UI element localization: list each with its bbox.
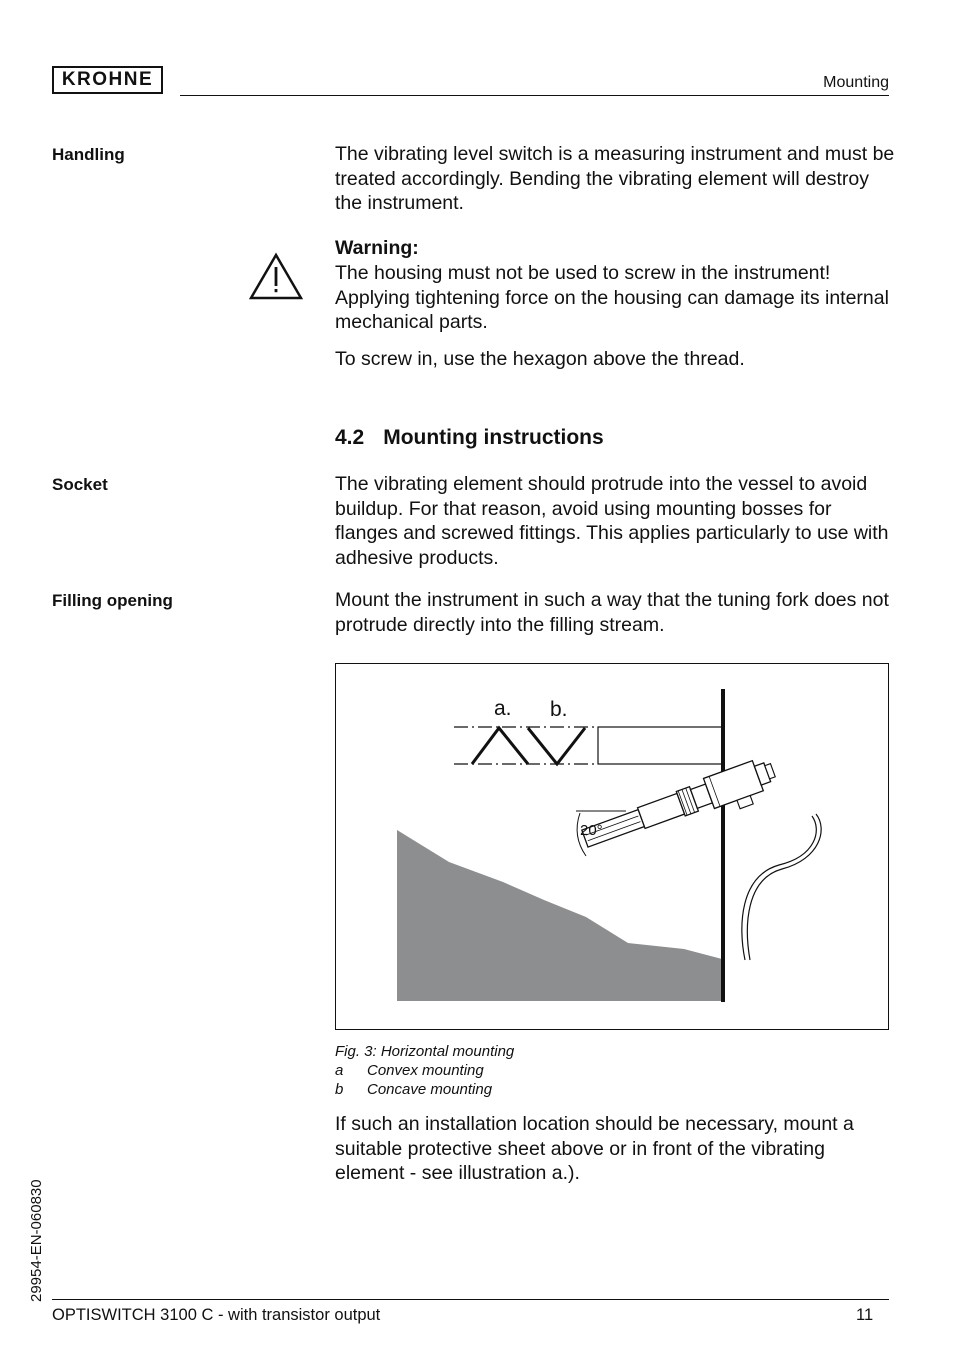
legend-text: Convex mounting [367, 1062, 484, 1079]
figure-label-a: a. [494, 697, 512, 720]
krohne-logo: KROHNE [52, 66, 163, 94]
figure-horizontal-mounting [335, 663, 889, 1030]
caption-legend-item [335, 1061, 484, 1080]
warning-triangle-icon [249, 252, 303, 300]
figure-label-b: b. [550, 698, 568, 721]
footer-title: OPTISWITCH 3100 C - with transistor output [52, 1306, 381, 1324]
page-number: 11 [856, 1306, 874, 1324]
mounting-illustration [336, 664, 888, 1029]
warning-followup-text: To screw in, use the hexagon above the thread. [335, 348, 745, 370]
warning-title: Warning: [335, 237, 419, 259]
handling-label: Handling [52, 145, 125, 164]
angle-label: 20° [580, 822, 603, 839]
protective-sheet-a [472, 728, 528, 764]
figure-caption: Fig. 3: Horizontal mounting [335, 1043, 515, 1060]
section-heading [335, 426, 604, 450]
legend-key: b [335, 1081, 344, 1098]
caption-legend-item [335, 1080, 492, 1099]
header-rule [180, 95, 889, 96]
closing-paragraph: If such an installation location should be necessary, mount a suitable protective sheet above or in front of the vibrating element - see illustration a.). [335, 1113, 854, 1184]
legend-key: a [335, 1062, 344, 1079]
header-section-title: Mounting [823, 74, 889, 91]
filling-opening-text: Mount the instrument in such a way that the tuning fork does not protrude directly into the filling stream. [335, 589, 889, 636]
protective-sheet-b [528, 728, 585, 764]
document-id: 29954-EN-060830 [28, 1179, 45, 1302]
sensor-cable-inner [742, 816, 816, 960]
legend-text: Concave mounting [367, 1081, 493, 1098]
warning-text: The housing must not be used to screw in the instrument! Applying tightening force on the housing can damage its internal mechanical parts. [335, 262, 889, 333]
section-number: 4.2 [335, 426, 365, 449]
handling-text: The vibrating level switch is a measuring instrument and must be treated accordingly. Bending the vibrating element will destroy the instrument. [335, 143, 895, 214]
footer-rule [52, 1299, 889, 1300]
section-title: Mounting instructions [383, 426, 604, 449]
socket-nozzle [598, 727, 722, 764]
bulk-material-shape [397, 830, 722, 1001]
socket-text: The vibrating element should protrude into the vessel to avoid buildup. For that reason, avoid using mounting bosses for flanges and screwed fittings. This applies particularly to use with adhesive products. [335, 473, 889, 569]
socket-label: Socket [52, 475, 108, 494]
sensor-cable [747, 814, 821, 960]
filling-opening-label: Filling opening [52, 591, 173, 610]
level-switch-sensor [579, 755, 781, 862]
